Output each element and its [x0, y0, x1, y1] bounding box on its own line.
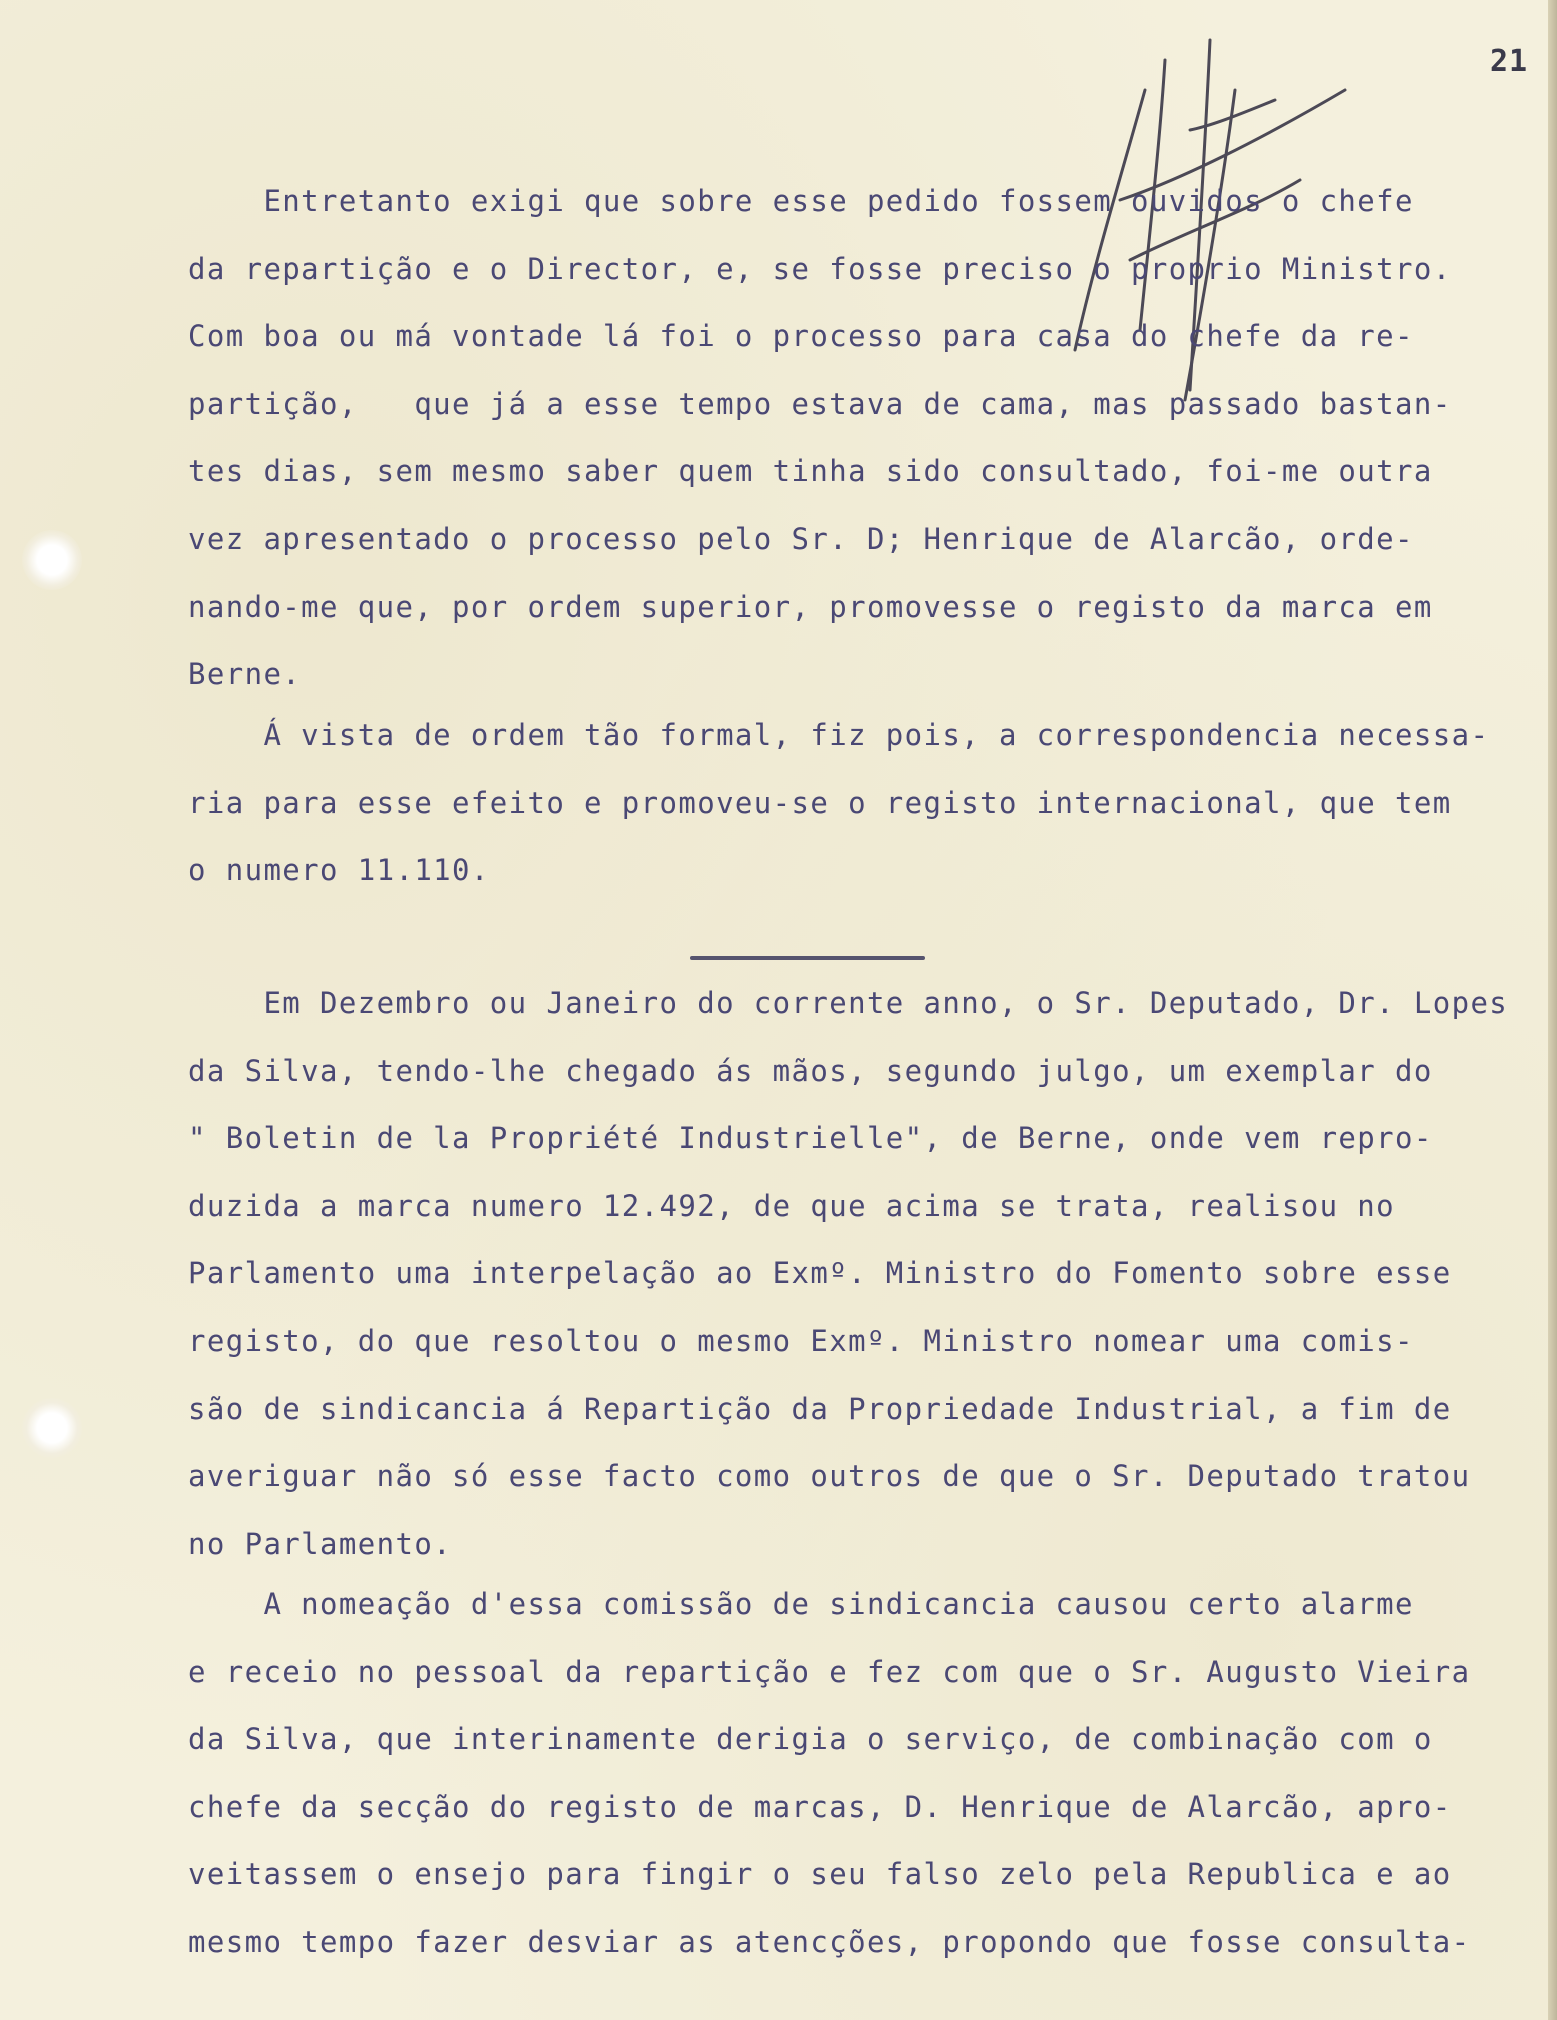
text-line: A nomeação d'essa comissão de sindicancia causou certo alarme: [188, 1587, 1414, 1621]
text-line: da repartição e o Director, e, se fosse preciso o proprio Ministro.: [188, 251, 1452, 286]
page-number: 21: [1490, 44, 1529, 79]
text-line: veitassem o ensejo para fingir o seu falso zelo pela Republica e ao: [188, 1857, 1452, 1892]
text-line: Com boa ou má vontade lá foi o processo para casa do chefe da re-: [188, 319, 1414, 354]
text-line: Á vista de ordem tão formal, fiz pois, a correspondencia necessa-: [188, 718, 1490, 752]
text-line: no Parlamento.: [188, 1526, 453, 1561]
text-line: registo, do que resoltou o mesmo Exmº. Ministro nomear uma comis-: [188, 1323, 1414, 1358]
paragraph: [188, 702, 1557, 905]
text-line: Berne.: [188, 657, 302, 692]
text-line: Em Dezembro ou Janeiro do corrente anno, o Sr. Deputado, Dr. Lopes: [188, 986, 1509, 1020]
paragraph: [188, 168, 1557, 709]
text-line: nando-me que, por ordem superior, promovesse o registo da marca em: [188, 589, 1433, 624]
text-line: mesmo tempo fazer desviar as atencções, propondo que fosse consulta-: [188, 1924, 1471, 1959]
text-line: duzida a marca numero 12.492, de que acima se trata, realisou no: [188, 1188, 1396, 1223]
text-line: o numero 11.110.: [188, 853, 490, 888]
paragraph: [188, 1571, 1557, 1977]
text-line: ria para esse efeito e promoveu-se o registo internacional, que tem: [188, 785, 1452, 820]
text-line: chefe da secção do registo de marcas, D. Henrique de Alarcão, apro-: [188, 1789, 1452, 1824]
text-line: Entretanto exigi que sobre esse pedido fossem ouvidos o chefe: [188, 184, 1414, 218]
text-line: e receio no pessoal da repartição e fez com que o Sr. Augusto Vieira: [188, 1654, 1471, 1689]
punch-hole: [22, 530, 82, 590]
text-line: da Silva, que interinamente derigia o serviço, de combinação com o: [188, 1722, 1433, 1757]
text-line: tes dias, sem mesmo saber quem tinha sido consultado, foi-me outra: [188, 454, 1433, 489]
text-line: Parlamento uma interpelação ao Exmº. Ministro do Fomento sobre esse: [188, 1256, 1452, 1291]
text-line: " Boletin de la Propriété Industrielle", de Berne, onde vem repro-: [188, 1121, 1433, 1156]
punch-hole: [22, 1398, 82, 1458]
section-divider: [690, 956, 925, 960]
text-line: da Silva, tendo-lhe chegado ás mãos, segundo julgo, um exemplar do: [188, 1053, 1433, 1088]
paragraph: [188, 970, 1557, 1578]
text-line: partição, que já a esse tempo estava de cama, mas passado bastan-: [188, 386, 1452, 421]
text-line: averiguar não só esse facto como outros de que o Sr. Deputado tratou: [188, 1459, 1471, 1494]
text-line: são de sindicancia á Repartição da Propriedade Industrial, a fim de: [188, 1391, 1452, 1426]
text-line: vez apresentado o processo pelo Sr. D; Henrique de Alarcão, orde-: [188, 521, 1414, 556]
